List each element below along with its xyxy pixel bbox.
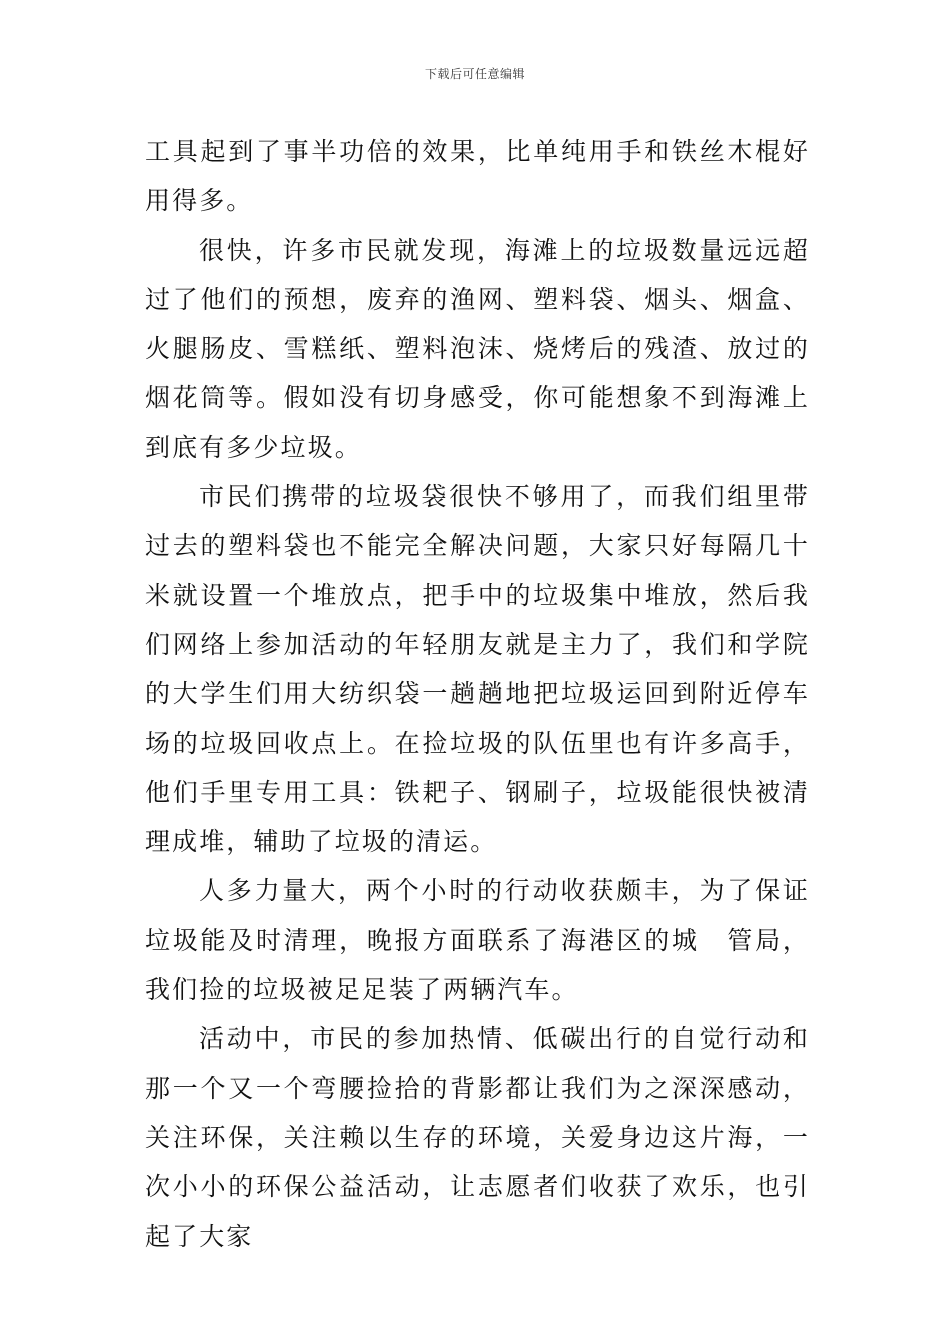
paragraph-5: 活动中，市民的参加热情、低碳出行的自觉行动和那一个又一个弯腰捡拾的背影都让我们为之深深感动，关注环保，关注赖以生存的环境，关爱身边这片海，一次小小的环保公益活动，让志愿者们收获了欢乐，也引起了大家: [145, 1024, 810, 1251]
document-body: [145, 127, 810, 1261]
paragraph-4: 人多力量大，两个小时的行动收获颇丰，为了保证垃圾能及时清理，晚报方面联系了海港区的城 管局，我们捡的垃圾被足足装了两辆汽车。: [145, 876, 810, 1005]
paragraph-2: 很快，许多市民就发现，海滩上的垃圾数量远远超过了他们的预想，废弃的渔网、塑料袋、烟头、烟盒、火腿肠皮、雪糕纸、塑料泡沫、烧烤后的残渣、放过的烟花筒等。假如没有切身感受，你可能想象不到海滩上到底有多少垃圾。: [145, 235, 810, 462]
paragraph-3: 市民们携带的垃圾袋很快不够用了，而我们组里带过去的塑料袋也不能完全解决问题，大家只好每隔几十米就设置一个堆放点，把手中的垃圾集中堆放，然后我们网络上参加活动的年轻朋友就是主力了，我们和学院的大学生们用大纺织袋一趟趟地把垃圾运回到附近停车场的垃圾回收点上。在捡垃圾的队伍里也有许多高手，他们手里专用工具：铁耙子、钢刷子，垃圾能很快被清理成堆，辅助了垃圾的清运。: [145, 482, 810, 857]
page-header: 下载后可任意编辑: [424, 67, 525, 81]
paragraph-1: 工具起到了事半功倍的效果，比单纯用手和铁丝木棍好用得多。: [145, 137, 810, 216]
